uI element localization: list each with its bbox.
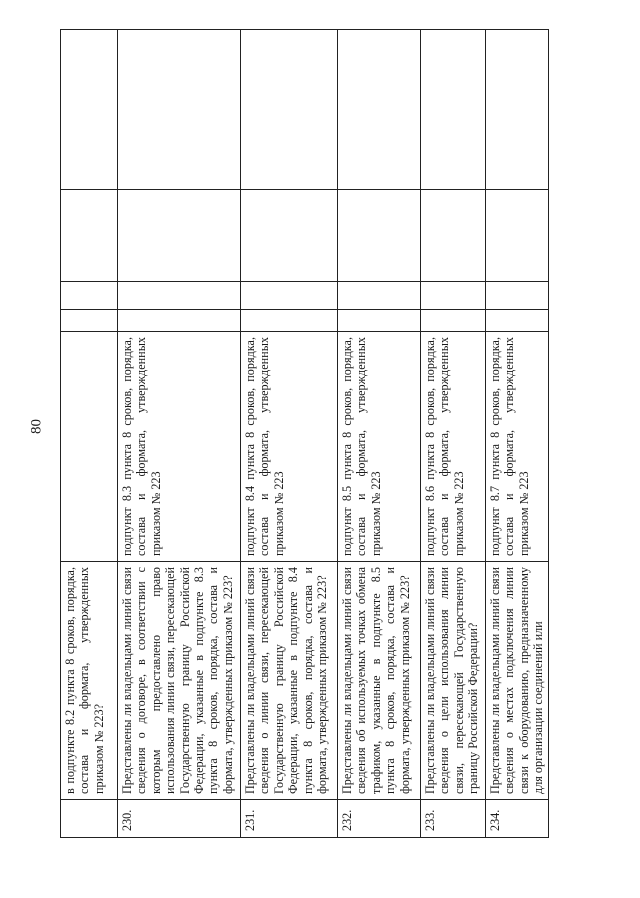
table-row: [241, 30, 338, 838]
answer-cell-no: [241, 282, 338, 310]
row-number: 233.: [421, 800, 486, 838]
row-number: 232.: [338, 800, 421, 838]
note-cell: [421, 30, 486, 190]
question-cell: Представлены ли владельцами линий связи сведения о цели использования линии связи, пересекающей Государственную границу Российской Федерации?: [421, 562, 486, 800]
note-cell: [241, 30, 338, 190]
row-number: 230.: [118, 800, 241, 838]
answer-cell-na: [61, 190, 118, 282]
question-cell: в подпункте 8.2 пункта 8 сроков, порядка, состава и формата, утвержденных приказом № 223?: [61, 562, 118, 800]
reference-cell: подпункт 8.4 пункта 8 сроков, порядка, состава и формата, утвержденных приказом № 223: [241, 332, 338, 562]
row-number: 234.: [486, 800, 549, 838]
note-cell: [118, 30, 241, 190]
answer-cell-yes: [61, 310, 118, 332]
answer-cell-no: [338, 282, 421, 310]
table-row: [118, 30, 241, 838]
table-row: [421, 30, 486, 838]
row-number: [61, 800, 118, 838]
answer-cell-na: [118, 190, 241, 282]
note-cell: [486, 30, 549, 190]
answer-cell-yes: [338, 310, 421, 332]
question-cell: Представлены ли владельцами линий связи сведения об используемых точках обмена трафиком, указанные в подпункте 8.5 пункта 8 сроков, порядка, состава и формата, утвержденных приказом № 223?: [338, 562, 421, 800]
question-cell: Представлены ли владельцами линий связи сведения о договоре, в соответствии с которым предоставлено право использования линии связи, пересекающей Государственную границу Российской Федерации, указанные в подпункте 8.3 пункта 8 сроков, порядка, состава и формата, утвержденных приказом № 223?: [118, 562, 241, 800]
answer-cell-yes: [486, 310, 549, 332]
answer-cell-na: [486, 190, 549, 282]
row-number: 231.: [241, 800, 338, 838]
answer-cell-no: [486, 282, 549, 310]
question-cell: Представлены ли владельцами линий связи сведения о местах подключения линии связи к оборудованию, предназначенному для организации соединений или: [486, 562, 549, 800]
reference-cell: подпункт 8.3 пункта 8 сроков, порядка, состава и формата, утвержденных приказом № 223: [118, 332, 241, 562]
answer-cell-na: [421, 190, 486, 282]
rotated-page-content: [60, 30, 549, 838]
answer-cell-no: [421, 282, 486, 310]
table-row: [338, 30, 421, 838]
table-row: [486, 30, 549, 838]
reference-cell: подпункт 8.6 пункта 8 сроков, порядка, состава и формата, утвержденных приказом № 223: [421, 332, 486, 562]
answer-cell-na: [338, 190, 421, 282]
reference-cell: подпункт 8.7 пункта 8 сроков, порядка, состава и формата, утвержденных приказом № 223: [486, 332, 549, 562]
checklist-table: [60, 29, 549, 838]
note-cell: [61, 30, 118, 190]
reference-cell: [61, 332, 118, 562]
table-row: [61, 30, 118, 838]
answer-cell-no: [118, 282, 241, 310]
answer-cell-yes: [118, 310, 241, 332]
reference-cell: подпункт 8.5 пункта 8 сроков, порядка, состава и формата, утвержденных приказом № 223: [338, 332, 421, 562]
page-number: 80: [28, 419, 45, 434]
answer-cell-na: [241, 190, 338, 282]
question-cell: Представлены ли владельцами линий связи сведения о линии связи, пересекающей Государственную границу Российской Федерации, указанные в подпункте 8.4 пункта 8 сроков, порядка, состава и формата, утвержденных приказом № 223?: [241, 562, 338, 800]
answer-cell-yes: [421, 310, 486, 332]
answer-cell-no: [61, 282, 118, 310]
answer-cell-yes: [241, 310, 338, 332]
note-cell: [338, 30, 421, 190]
